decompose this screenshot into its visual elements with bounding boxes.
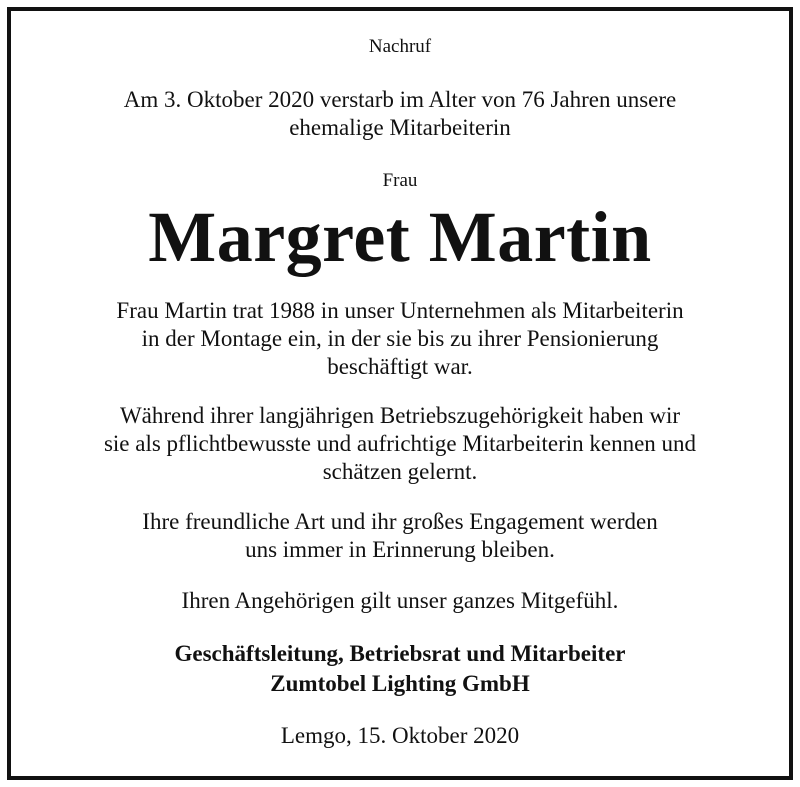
paragraph-appreciation [40,402,760,486]
paragraph-career [40,297,760,381]
paragraph-line: Frau Martin trat 1988 in unser Unternehmen als Mitarbeiterin [116,298,684,323]
intro-line: ehemalige Mitarbeiterin [289,115,511,140]
paragraph-line: sie als pflichtbewusste und aufrichtige Mitarbeiterin kennen und [103,431,697,456]
paragraph-line: beschäftigt war. [327,354,473,379]
paragraph-line: schätzen gelernt. [322,459,478,484]
deceased-name: Margret Martin [148,197,652,277]
intro-line: Am 3. Oktober 2020 verstarb im Alter von 76 Jahren unsere [123,87,677,112]
intro-text [40,86,760,142]
paragraph-condolence [40,587,760,615]
place-date: Lemgo, 15. Oktober 2020 [280,723,520,748]
signature-block [40,639,760,699]
salutation: Frau [382,170,418,191]
signature-line: Zumtobel Lighting GmbH [270,671,530,696]
paragraph-line: Ihre freundliche Art und ihr großes Engagement werden [142,509,658,534]
paragraph-line: Ihren Angehörigen gilt unser ganzes Mitgefühl. [181,588,619,613]
paragraph-line: in der Montage ein, in der sie bis zu ihrer Pensionierung [141,326,659,351]
paragraph-line: uns immer in Erinnerung bleiben. [245,537,555,562]
notice-heading: Nachruf [368,36,432,57]
paragraph-memory [40,508,760,564]
paragraph-line: Während ihrer langjährigen Betriebszugehörigkeit haben wir [119,403,681,428]
signature-line: Geschäftsleitung, Betriebsrat und Mitarbeiter [174,641,626,666]
